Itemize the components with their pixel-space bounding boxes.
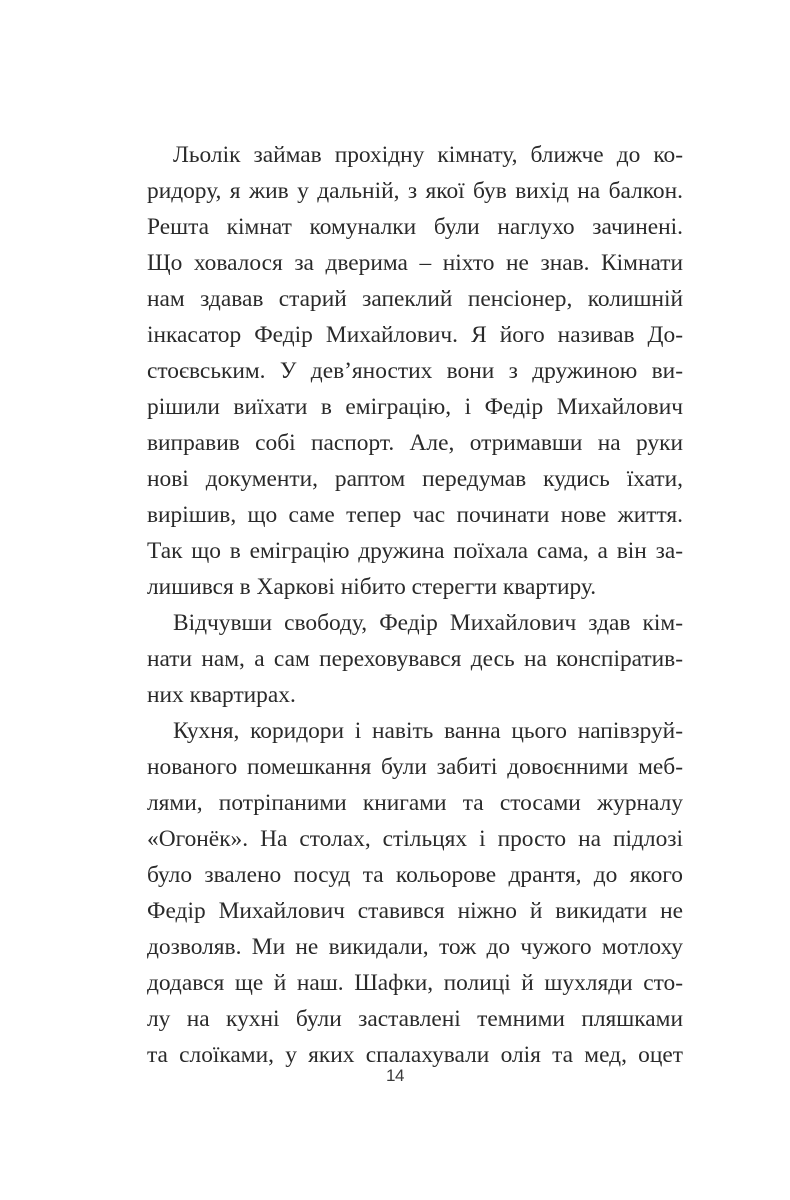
text-line: та слоїками, у яких спалахували олія та мед, оцет — [147, 1042, 683, 1068]
text-line: нові документи, раптом передумав кудись їхати, — [147, 466, 683, 492]
text-line: нованого помешкання були забиті довоєнними меб- — [147, 754, 683, 780]
text-line: Відчувши свободу, Федір Михайлович здав кім- — [173, 610, 683, 636]
text-line: вирішив, що саме тепер час починати нове життя. — [147, 502, 683, 528]
paragraph-1 — [147, 137, 683, 605]
text-line: стоєвським. У дев’яностих вони з дружиною ви- — [147, 358, 683, 384]
text-line: лишився в Харкові нібито стерегти квартиру. — [147, 574, 597, 600]
text-line: них квартирах. — [147, 682, 296, 708]
text-line: додався ще й наш. Шафки, полиці й шухляди сто- — [147, 970, 683, 996]
text-line: дозволяв. Ми не викидали, тож до чужого мотлоху — [147, 934, 683, 960]
text-line: Кухня, коридори і навіть ванна цього напівзруй- — [173, 718, 683, 744]
text-line: Так що в еміграцію дружина поїхала сама, а він за- — [147, 538, 683, 564]
paragraph-3 — [147, 713, 683, 1073]
page-number: 14 — [386, 1066, 404, 1085]
text-line: Федір Михайлович ставився ніжно й викидати не — [147, 898, 683, 924]
text-line: виправив собі паспорт. Але, отримавши на руки — [147, 430, 683, 456]
text-line: рішили виїхати в еміграцію, і Федір Михайлович — [147, 394, 683, 420]
text-line: Що ховалося за дверима – ніхто не знав. Кімнати — [147, 250, 683, 276]
text-line: «Огонёк». На столах, стільцях і просто на підлозі — [147, 826, 683, 852]
text-line: нам здавав старий запеклий пенсіонер, колишній — [147, 286, 683, 312]
text-line: лями, потріпаними книгами та стосами журналу — [147, 790, 683, 816]
body-text — [147, 137, 683, 1073]
text-line: Решта кімнат комуналки були наглухо зачинені. — [147, 214, 683, 240]
text-line: інкасатор Федір Михайлович. Я його називав До- — [147, 322, 683, 348]
paragraph-2 — [147, 605, 683, 713]
text-line: Льолік займав прохідну кімнату, ближче до ко- — [173, 142, 683, 168]
text-line: ридору, я жив у дальній, з якої був вихід на балкон. — [147, 178, 683, 204]
text-line: нати нам, а сам переховувався десь на конспіратив- — [147, 646, 683, 672]
text-line: було звалено посуд та кольорове дрантя, до якого — [147, 862, 683, 888]
text-line: лу на кухні були заставлені темними пляшками — [147, 1006, 683, 1032]
